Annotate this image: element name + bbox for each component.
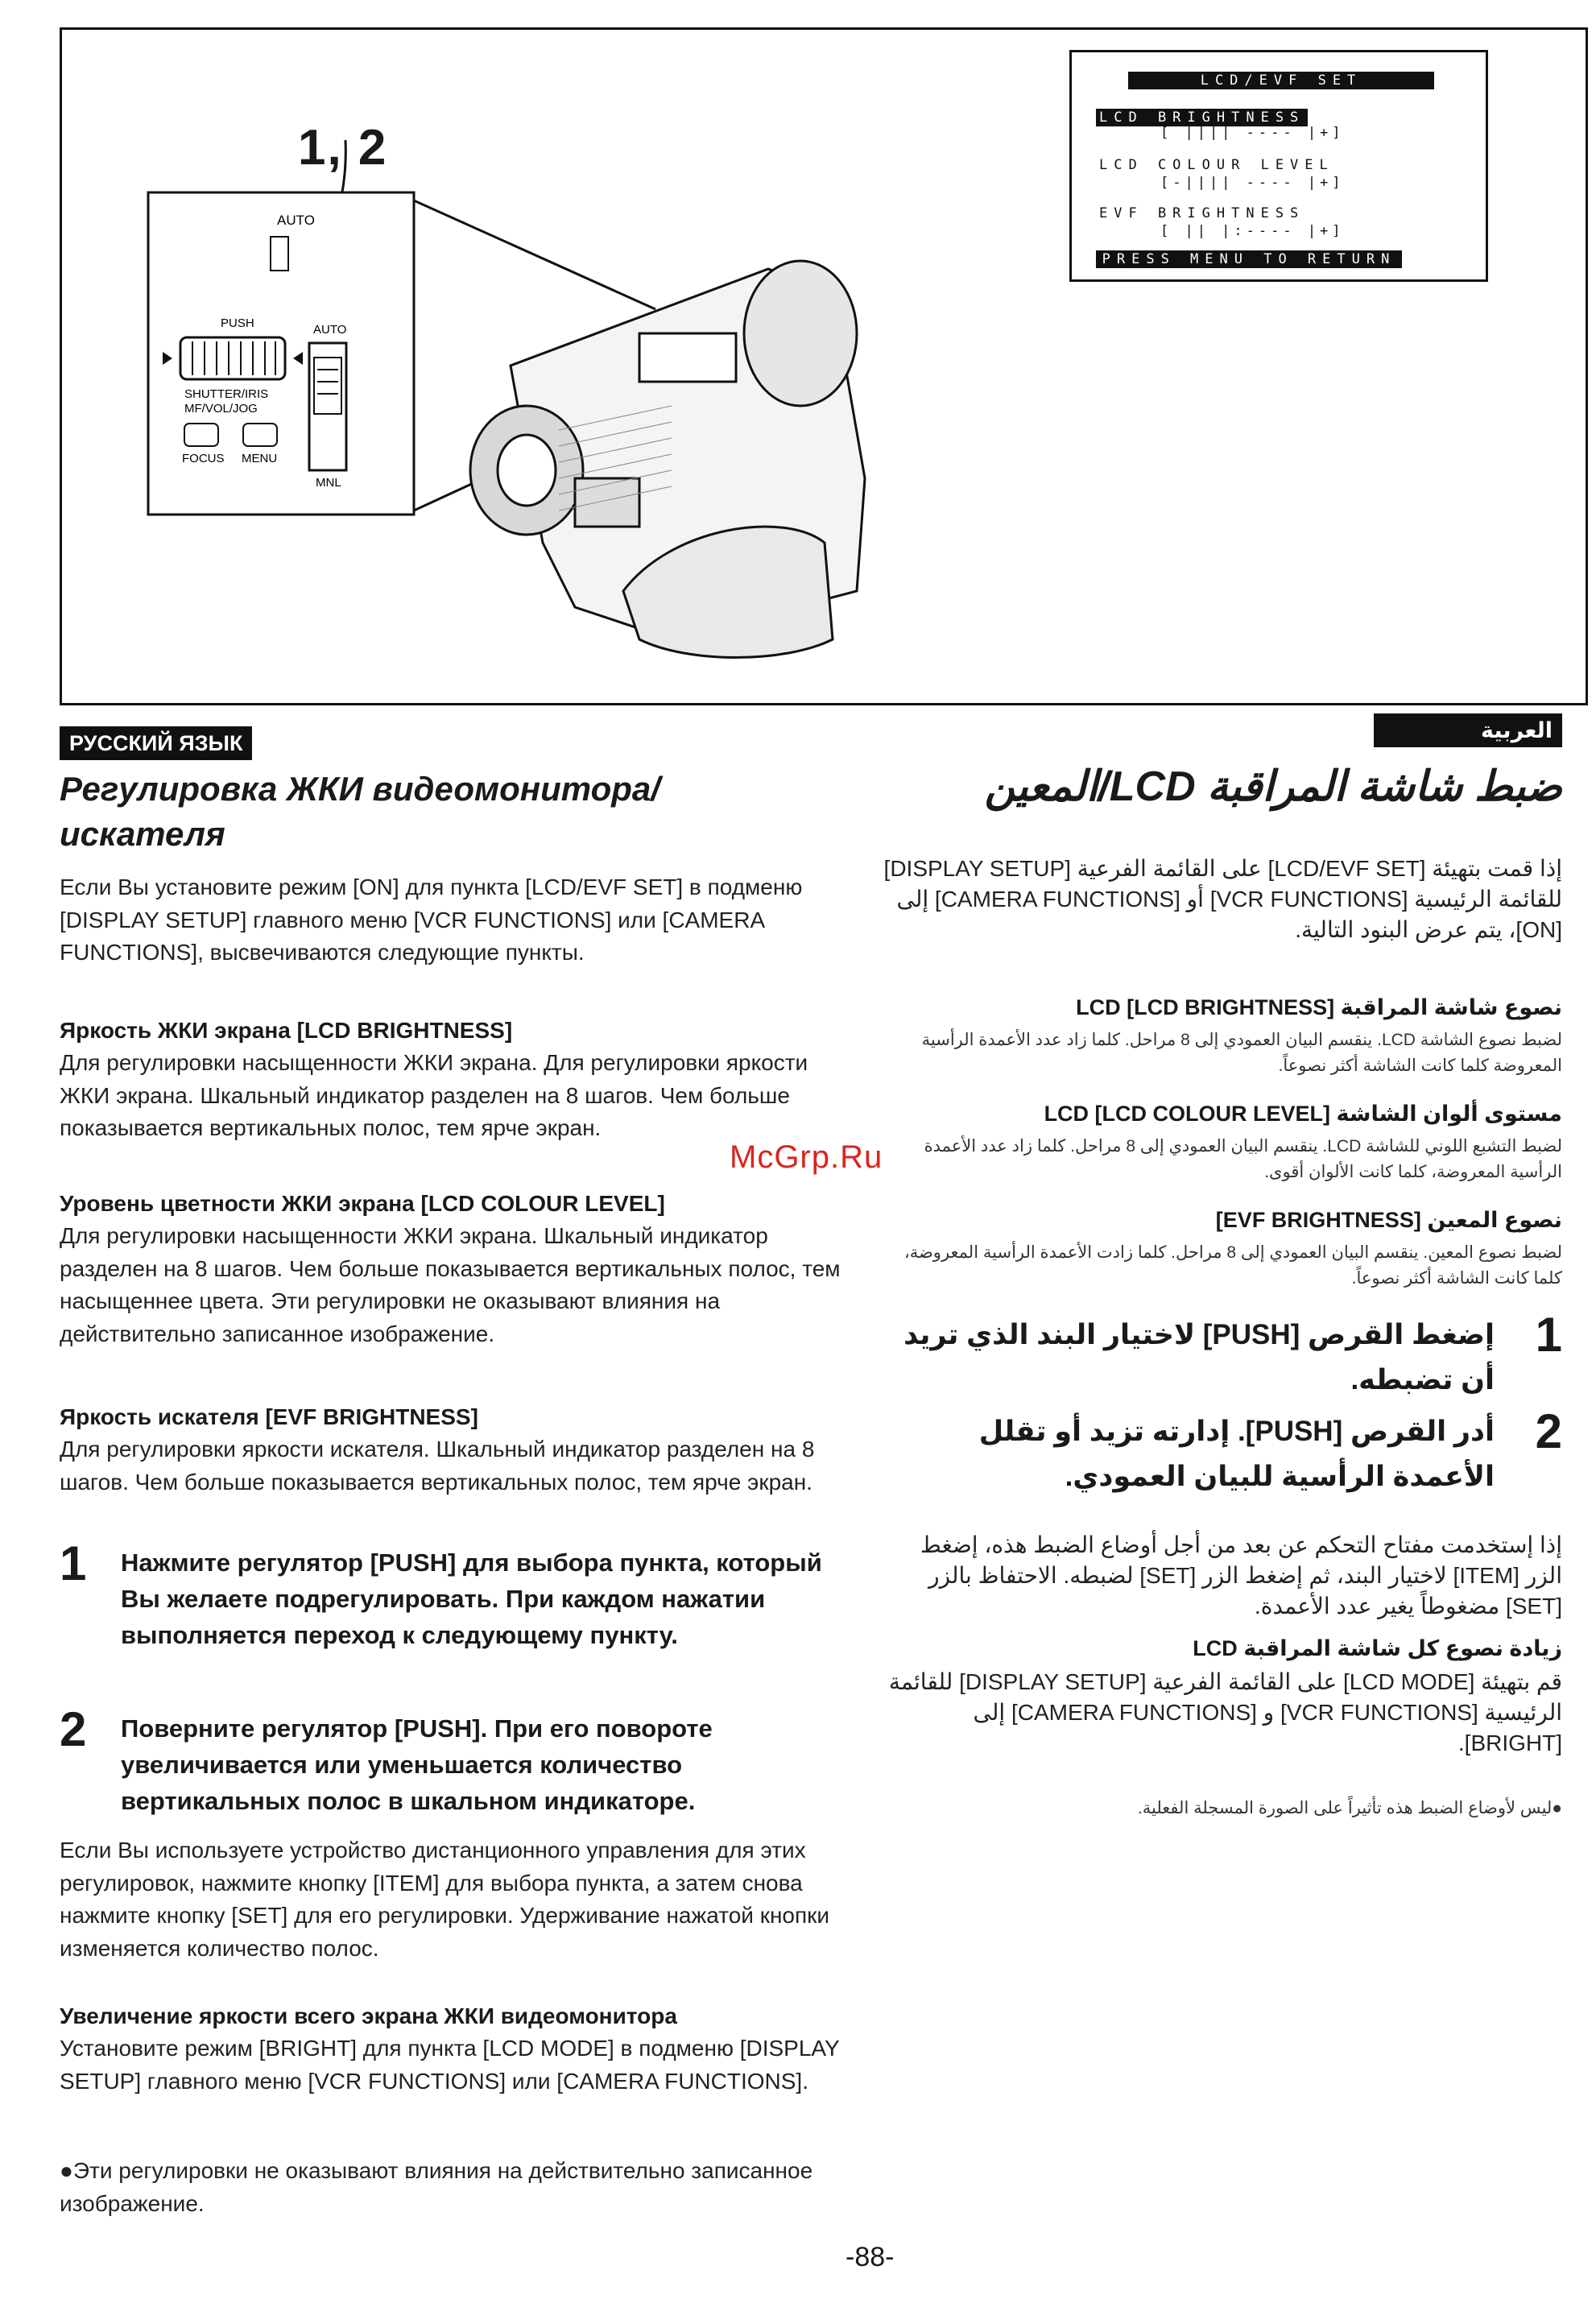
ar-page-title: ضبط شاشة المراقبة LCD/المعين bbox=[984, 763, 1562, 810]
ar-heading-bright-mode: زيادة نصوع كل شاشة المراقبة LCD bbox=[1193, 1636, 1562, 1660]
osd-scale-evf-brightness: [ || |:---- |+] bbox=[1160, 223, 1345, 239]
ru-text-lcd-colour-level: Для регулировки насыщенности ЖКИ экрана. Шкальный индикатор разделен на 8 шагов. Чем больше показывается вертикальных полос, тем насыщеннее цвета. Эти регулировки не оказывают влияния на действительно записанное изображение. bbox=[60, 1223, 841, 1346]
ru-text-bright-mode: Установите режим [BRIGHT] для пункта [LCD MODE] в подменю [DISPLAY SETUP] главного меню [VCR FUNCTIONS] или [CAMERA FUNCTIONS]. bbox=[60, 2036, 840, 2094]
ar-heading-evf-brightness: نصوع المعين [EVF BRIGHTNESS] bbox=[1215, 1208, 1562, 1232]
menu-button-icon bbox=[243, 424, 277, 446]
ru-page-title: Регулировка ЖКИ видеомонитора/ искателя bbox=[60, 770, 660, 853]
ru-step-1-text: Нажмите регулятор [PUSH] для выбора пункта, который Вы желаете подрегулировать. При каждом нажатии выполняется переход к следующему пункту. bbox=[121, 1548, 822, 1649]
osd-menu-screen bbox=[1069, 50, 1488, 282]
ar-text-bright-mode: قم بتهيئة [LCD MODE] على القائمة الفرعية [DISPLAY SETUP] للقائمة الرئيسية [VCR FUNCTIONS] و [CAMERA FUNCTIONS] إلى [BRIGHT]. bbox=[888, 1669, 1562, 1755]
ru-heading-lcd-colour-level: Уровень цветности ЖКИ экрана [LCD COLOUR LEVEL] bbox=[60, 1191, 665, 1216]
ar-heading-lcd-brightness: نصوع شاشة المراقبة LCD [LCD BRIGHTNESS] bbox=[1076, 995, 1562, 1019]
ru-step-2-text: Поверните регулятор [PUSH]. При его повороте увеличивается или уменьшается количество вертикальных полос в шкальном индикаторе. bbox=[121, 1714, 713, 1815]
auto-switch-label: AUTO bbox=[313, 323, 347, 337]
shutter-iris-label: SHUTTER/IRIS bbox=[184, 387, 269, 401]
osd-scale-lcd-brightness: [ |||| ---- |+] bbox=[1160, 125, 1345, 141]
push-dial-icon bbox=[180, 337, 285, 379]
watermark: McGrp.Ru bbox=[730, 1139, 883, 1175]
ar-heading-lcd-colour-level: مستوى ألوان الشاشة LCD [LCD COLOUR LEVEL] bbox=[1044, 1102, 1562, 1126]
ru-heading-bright-mode: Увеличение яркости всего экрана ЖКИ видеомонитора bbox=[60, 2003, 677, 2028]
zoom-line-top bbox=[414, 201, 655, 309]
ar-text-lcd-colour-level: لضبط التشبع اللوني للشاشة LCD. ينقسم البيان العمودي إلى 8 مراحل. كلما زاد عدد الأعمدة الرأسية المعروضة، كلما كانت الألوان أقوى. bbox=[924, 1137, 1562, 1181]
step-callout-label: 1, 2 bbox=[298, 120, 388, 176]
ru-intro: Если Вы установите режим [ON] для пункта [LCD/EVF SET] в подменю [DISPLAY SETUP] главного меню [VCR FUNCTIONS] или [CAMERA FUNCTIONS], высвечиваются следующие пункты. bbox=[60, 874, 803, 965]
osd-item-lcd-brightness: LCD BRIGHTNESS bbox=[1096, 109, 1308, 126]
ru-text-evf-brightness: Для регулировки яркости искателя. Шкальный индикатор разделен на 8 шагов. Чем больше показывается вертикальных полос, тем ярче экран. bbox=[60, 1437, 815, 1495]
ru-language-tag: РУССКИЙ ЯЗЫК bbox=[60, 726, 252, 760]
ar-step-2-number: 2 bbox=[1535, 1404, 1562, 1458]
ru-text-lcd-brightness: Для регулировки насыщенности ЖКИ экрана. Для регулировки яркости ЖКИ экрана. Шкальный индикатор разделен на 8 шагов. Чем больше показывается вертикальных полос, тем ярче экран. bbox=[60, 1050, 808, 1140]
ru-heading-evf-brightness: Яркость искателя [EVF BRIGHTNESS] bbox=[60, 1404, 478, 1429]
ar-text-lcd-brightness: لضبط نصوع الشاشة LCD. ينقسم البيان العمودي إلى 8 مراحل. كلما زاد عدد الأعمدة الرأسية المعروضة كلما كانت الشاشة أكثر نصوعاً. bbox=[921, 1031, 1562, 1075]
ar-step-1-text: إضغط القرص [PUSH] لاختيار البند الذي تريد أن تضبطه. bbox=[903, 1319, 1495, 1395]
ar-step-2-text: أدر القرص [PUSH]. إدارته تزيد أو تقلل الأعمدة الرأسية للبيان العمودي. bbox=[978, 1416, 1495, 1492]
ru-note: ●Эти регулировки не оказывают влияния на действительно записанное изображение. bbox=[60, 2158, 813, 2216]
ar-intro: إذا قمت بتهيئة [LCD/EVF SET] على القائمة الفرعية [DISPLAY SETUP] للقائمة الرئيسية [VCR FUNCTIONS] أو [CAMERA FUNCTIONS] إلى [ON]، يتم عرض البنود التالية. bbox=[883, 856, 1562, 942]
ar-step-1-number: 1 bbox=[1535, 1308, 1562, 1362]
menu-label: MENU bbox=[242, 452, 278, 465]
ar-language-tag: العربية bbox=[1374, 713, 1562, 747]
mf-vol-jog-label: MF/VOL/JOG bbox=[184, 402, 258, 416]
ru-heading-lcd-brightness: Яркость ЖКИ экрана [LCD BRIGHTNESS] bbox=[60, 1018, 513, 1043]
ar-remote-control-text: إذا إستخدمت مفتاح التحكم عن بعد من أجل أوضاع الضبط هذه، إضغط الزر [ITEM] لاختيار البند، ثم إضغط الزر [SET] لضبطه. الاحتفاظ بالزر [SET] مضغوطاً يغير عدد الأعمدة. bbox=[920, 1532, 1562, 1619]
focus-button-icon bbox=[184, 424, 218, 446]
ru-step-1-number: 1 bbox=[60, 1536, 87, 1590]
osd-header: LCD/EVF SET bbox=[1128, 72, 1434, 89]
mnl-label: MNL bbox=[316, 476, 341, 490]
auto-top-switch-icon bbox=[271, 237, 288, 271]
osd-scale-lcd-colour-level: [-|||| ---- |+] bbox=[1160, 175, 1345, 191]
ar-text-evf-brightness: لضبط نصوع المعين. ينقسم البيان العمودي إلى 8 مراحل. كلما زادت الأعمدة الرأسية المعروضة، كلما كانت الشاشة أكثر نصوعاً. bbox=[903, 1243, 1562, 1288]
ar-note: ●ليس لأوضاع الضبط هذه تأثيراً على الصورة المسجلة الفعلية. bbox=[1137, 1799, 1562, 1817]
ru-step-2-number: 2 bbox=[60, 1702, 87, 1756]
osd-footer: PRESS MENU TO RETURN bbox=[1096, 250, 1402, 268]
page-number: -88- bbox=[846, 2242, 895, 2272]
focus-label: FOCUS bbox=[182, 452, 225, 465]
osd-item-lcd-colour-level: LCD COLOUR LEVEL bbox=[1099, 157, 1334, 173]
auto-top-label: AUTO bbox=[277, 213, 315, 228]
camcorder-icon bbox=[470, 261, 865, 658]
ru-remote-control-text: Если Вы используете устройство дистанционного управления для этих регулировок, нажмите кнопку [ITEM] для выбора пункта, а затем снова нажмите кнопку [SET] для его регулировки. Удерживание нажатой кнопки изменяется количество полос. bbox=[60, 1838, 830, 1961]
osd-item-evf-brightness: EVF BRIGHTNESS bbox=[1099, 205, 1305, 221]
push-label: PUSH bbox=[221, 316, 254, 330]
